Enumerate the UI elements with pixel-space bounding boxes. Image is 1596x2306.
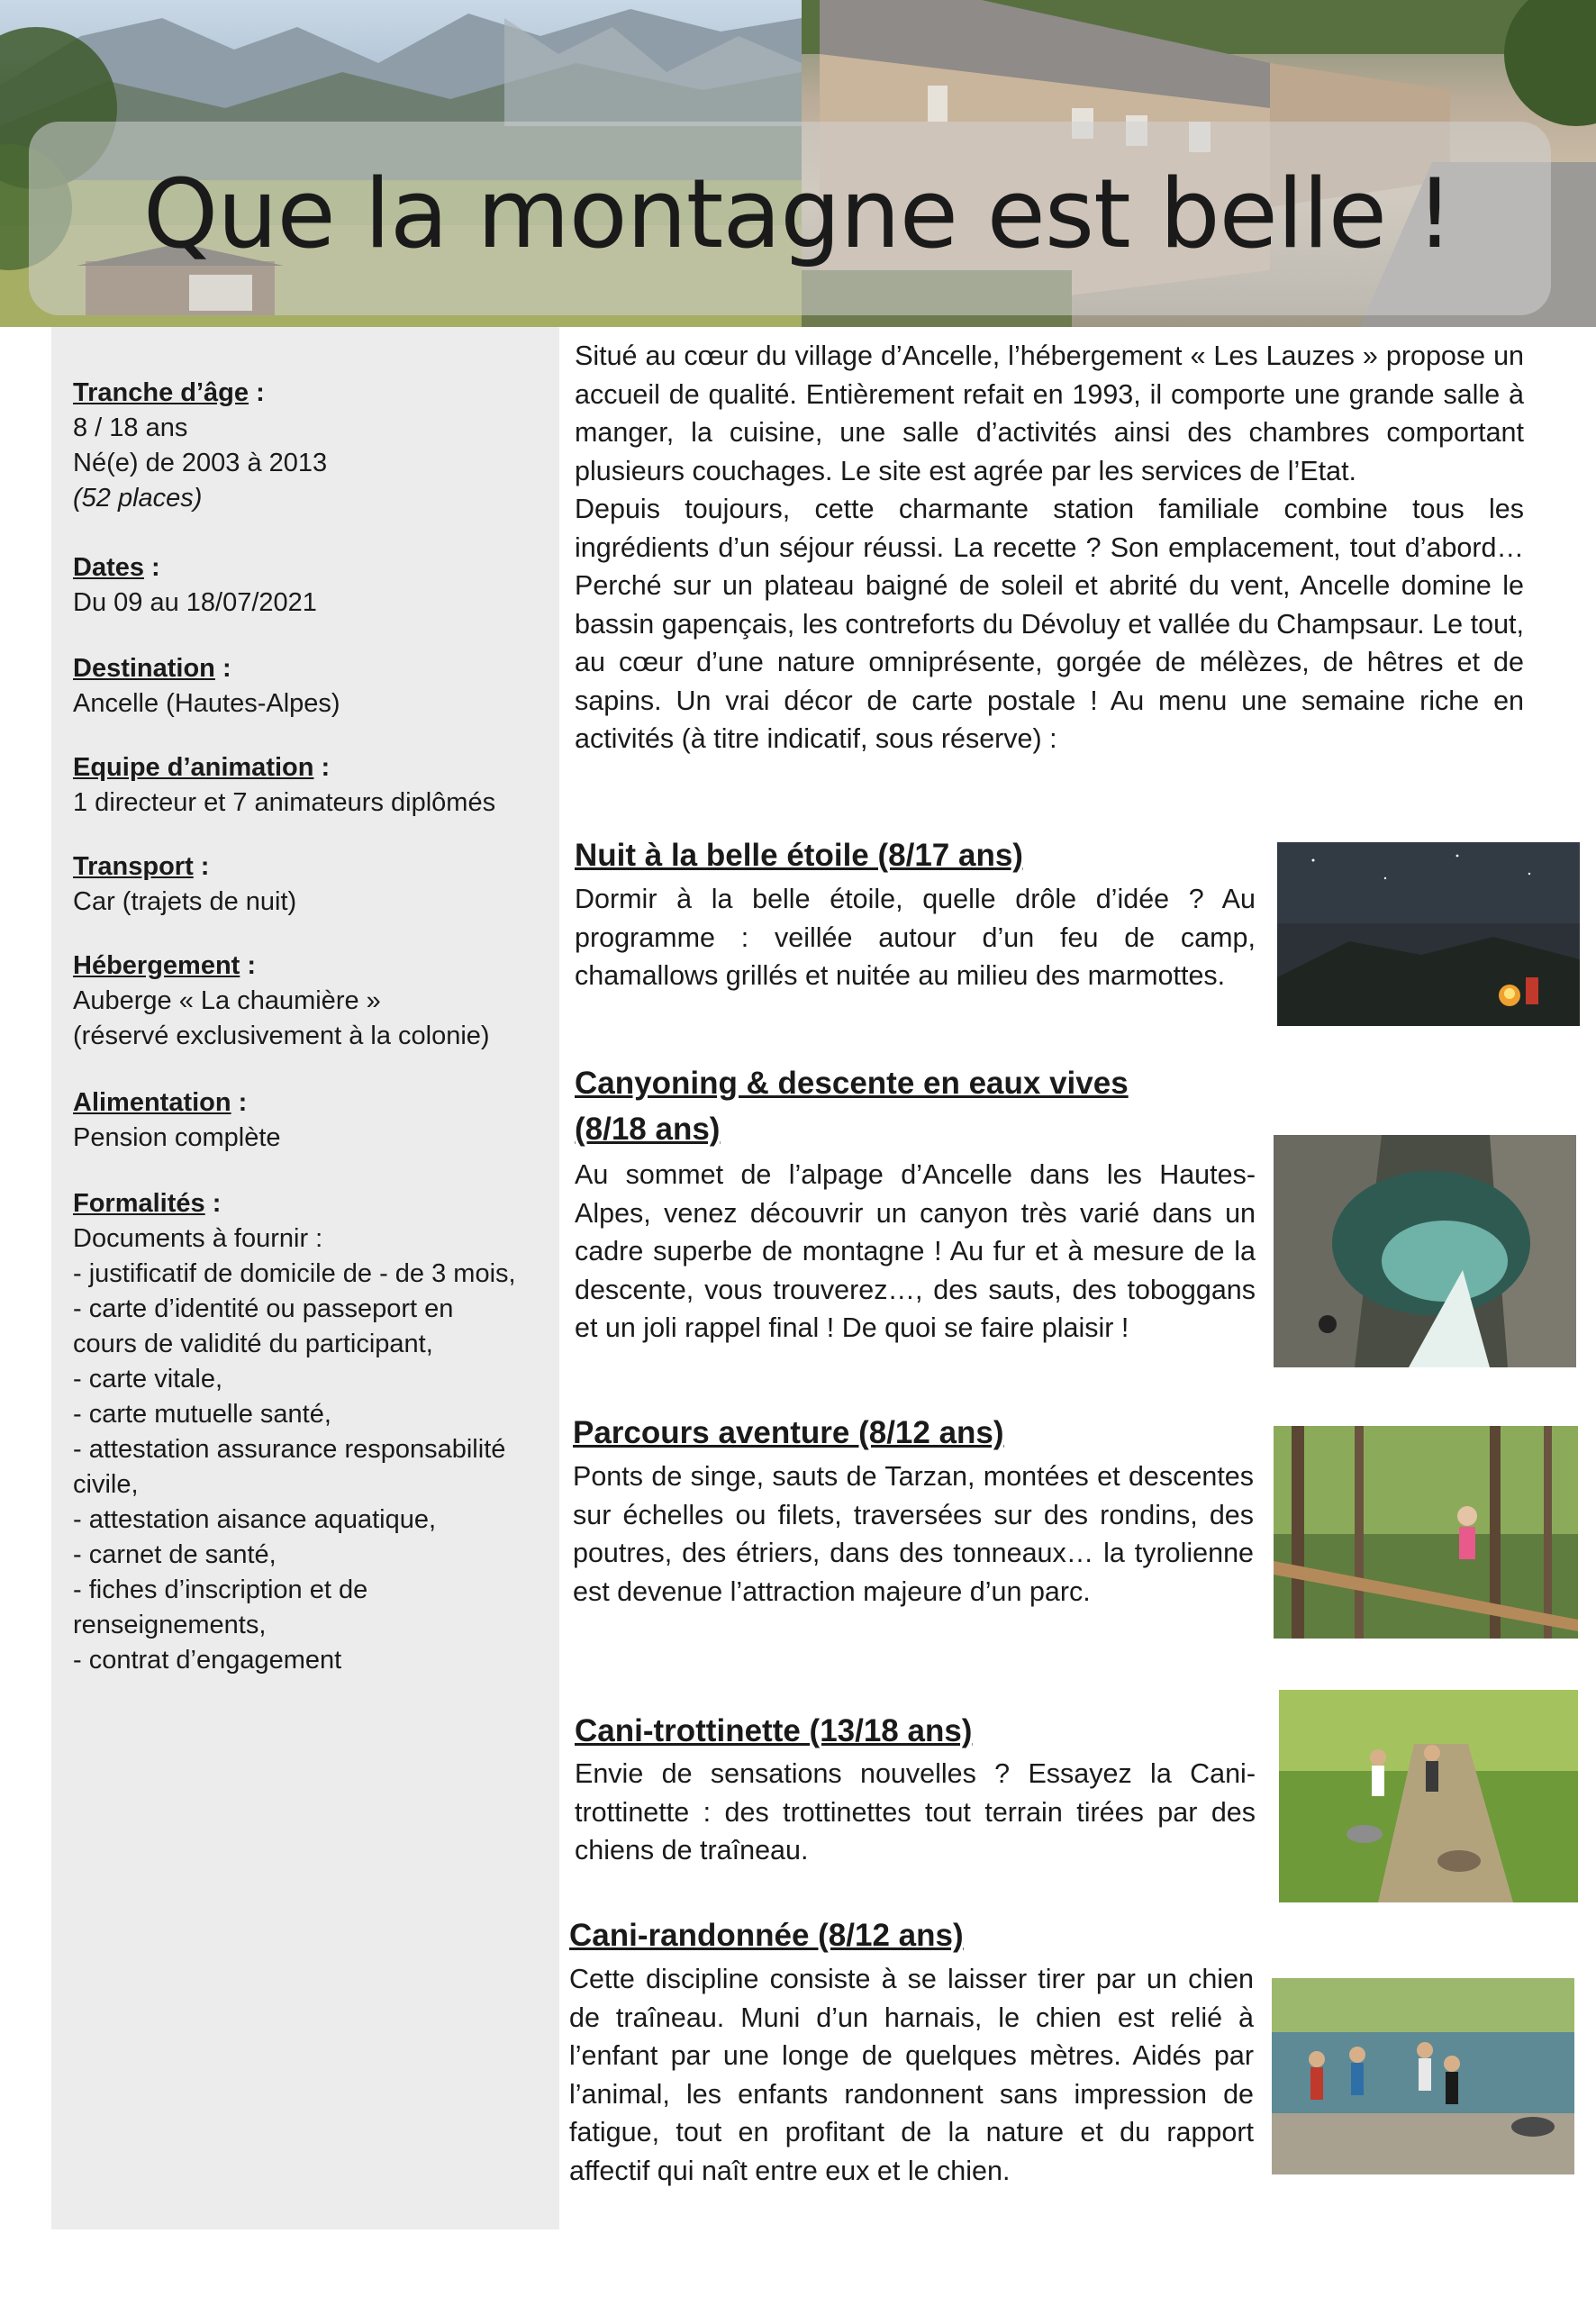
dates-value: Du 09 au 18/07/2021 — [73, 588, 317, 617]
page-title: Que la montagne est belle ! — [142, 159, 1454, 269]
destination-value: Ancelle (Hautes-Alpes) — [73, 689, 340, 718]
destination-label: Destination — [73, 654, 215, 683]
team-value: 1 directeur et 7 animateurs diplômés — [73, 788, 496, 817]
header-banner — [0, 0, 1596, 327]
dates-label: Dates — [73, 553, 144, 582]
transport-value: Car (trajets de nuit) — [73, 887, 297, 916]
formalities-line: - carte d’identité ou passeport en — [73, 1294, 454, 1323]
age-section: Tranche d’âge : 8 / 18 ans Né(e) de 2003 à 2013 (52 places) — [73, 376, 550, 516]
formalities-line: - justificatif de domicile de - de 3 mois, — [73, 1259, 516, 1288]
team-section: Equipe d’animation : 1 directeur et 7 animateurs diplômés — [73, 750, 550, 821]
intro-paragraph: Depuis toujours, cette charmante station familiale combine tous les ingrédients d’un séjour réussi. La recette ? Son emplacement, tout d’abord… Perché sur un plateau baigné de soleil et abrité du vent, Ancelle domine le bassin gapençais, les contreforts du Dévoluy et vallée du Champsaur. Le tout, au cœur d’une nature omniprésente, gorgée de mélèzes, de hêtres et de sapins. Un vrai décor de carte postale ! Au menu une semaine riche en activités (à titre indicatif, sous réserve) : — [575, 494, 1524, 754]
activity-description: Cette discipline consiste à se laisser tirer par un chien de traîneau. Muni d’un harnais, le chien est relié à l’enfant par une longe de quelques mètres. Aidés par l’animal, les enfants randonnent sans impression de fatigue, tout en profitant de la nature et du rapport affectif qui naît entre eux et le chien. — [569, 1964, 1254, 2186]
dog-scooter-photo — [1279, 1690, 1578, 1902]
transport-section: Transport : Car (trajets de nuit) — [73, 849, 550, 920]
formalities-line: renseignements, — [73, 1611, 267, 1639]
transport-label: Transport — [73, 852, 194, 881]
lodging-label: Hébergement — [73, 951, 240, 980]
dog-hiking-photo — [1272, 1978, 1574, 2174]
formalities-line: cours de validité du participant, — [73, 1330, 433, 1358]
formalities-label: Formalités — [73, 1189, 205, 1218]
food-label: Alimentation — [73, 1088, 231, 1117]
formalities-line: - contrat d’engagement — [73, 1646, 342, 1675]
food-value: Pension complète — [73, 1123, 281, 1152]
activity-title: Parcours aventure (8/12 ans) — [573, 1415, 1004, 1450]
destination-section: Destination : Ancelle (Hautes-Alpes) — [73, 651, 550, 722]
activity-description: Ponts de singe, sauts de Tarzan, montées et descentes sur échelles ou filets, traversées sur des rondins, des poutres, des étriers, dans des tonneaux… la tyrolienne est devenue l’attraction majeure d’un parc. — [573, 1461, 1254, 1607]
age-label: Tranche d’âge — [73, 378, 249, 407]
activity-title: Canyoning & descente en eaux vives — [575, 1066, 1129, 1101]
activity-title: Cani-randonnée (8/12 ans) — [569, 1918, 964, 1953]
lodging-note: (réservé exclusivement à la colonie) — [73, 1021, 490, 1050]
activity-description: Dormir à la belle étoile, quelle drôle d’idée ? Au programme : veillée autour d’un feu de camp, chamallows grillés et nuitée au milieu des marmottes. — [575, 884, 1256, 991]
places-count: (52 places) — [73, 484, 203, 513]
birth-years: Né(e) de 2003 à 2013 — [73, 449, 328, 477]
formalities-line: - carte vitale, — [73, 1365, 222, 1394]
dates-section: Dates : Du 09 au 18/07/2021 — [73, 550, 550, 621]
night-campfire-photo — [1277, 842, 1580, 1026]
canyoning-photo — [1274, 1135, 1576, 1367]
team-label: Equipe d’animation — [73, 753, 314, 782]
food-section: Alimentation : Pension complète — [73, 1085, 550, 1156]
formalities-line: - attestation assurance responsabilité — [73, 1435, 506, 1464]
lodging-value: Auberge « La chaumière » — [73, 986, 381, 1015]
activity-description: Envie de sensations nouvelles ? Essayez la Cani-trottinette : des trottinettes tout terrain tirées par des chiens de traîneau. — [575, 1758, 1256, 1866]
formalities-line: civile, — [73, 1470, 139, 1499]
formalities-line: - carte mutuelle santé, — [73, 1400, 331, 1429]
formalities-section: Formalités : Documents à fournir : - justificatif de domicile de - de 3 mois, - carte d’identité ou passeport en cours de validité du participant, - carte vitale, - carte mutuelle santé, - attestation assurance responsabilité civile, - attestation aisance aquatique, - carnet de santé, - fiches d’inscription et de renseignements, - contrat d’engagement — [73, 1186, 550, 1678]
activity-title: Nuit à la belle étoile (8/17 ans) — [575, 838, 1023, 873]
age-value: 8 / 18 ans — [73, 413, 188, 442]
activity-title-age: (8/18 ans) — [575, 1112, 721, 1147]
activity-description: Au sommet de l’alpage d’Ancelle dans les Hautes-Alpes, venez découvrir un canyon très varié dans un cadre superbe de montagne ! Au fur et à mesure de la descente, vous trouverez…, des sauts, des toboggans et un joli rappel final ! De quoi se faire plaisir ! — [575, 1159, 1256, 1343]
formalities-line: - fiches d’inscription et de — [73, 1575, 368, 1604]
activity-title: Cani-trottinette (13/18 ans) — [575, 1713, 973, 1748]
formalities-line: - carnet de santé, — [73, 1540, 277, 1569]
intro-text — [575, 337, 1524, 758]
info-sidebar — [51, 327, 559, 2229]
adventure-course-photo — [1274, 1426, 1578, 1639]
formalities-line: - attestation aisance aquatique, — [73, 1505, 437, 1534]
intro-paragraph: Situé au cœur du village d’Ancelle, l’hébergement « Les Lauzes » propose un accueil de qualité. Entièrement refait en 1993, il comporte une grande salle à manger, la cuisine, une salle d’activités ainsi des chambres comportant plusieurs couchages. Le site est agrée par les services de l’Etat. — [575, 340, 1524, 486]
formalities-line: Documents à fournir : — [73, 1224, 323, 1253]
lodging-section: Hébergement : Auberge « La chaumière » (réservé exclusivement à la colonie) — [73, 949, 550, 1054]
